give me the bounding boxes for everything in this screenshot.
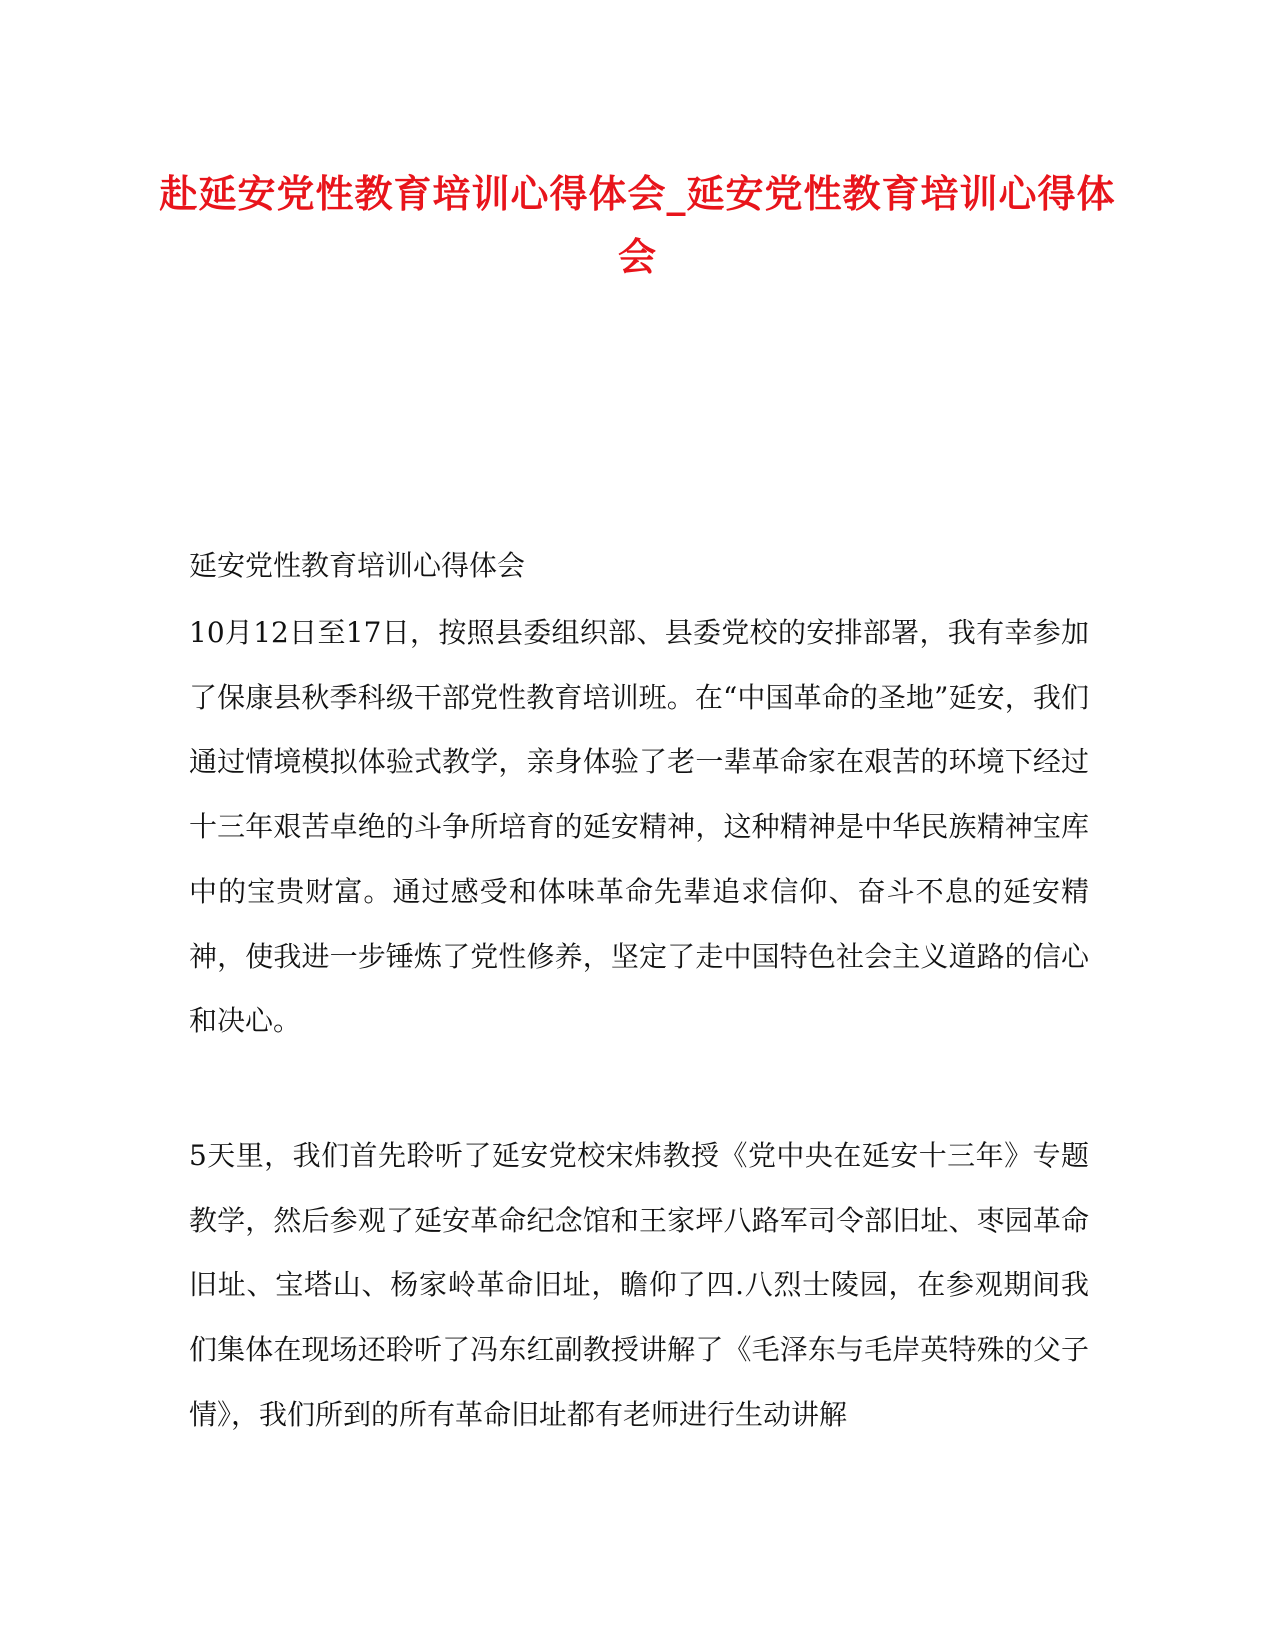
paragraph-1: 10月12日至17日，按照县委组织部、县委党校的安排部署，我有幸参加了保康县秋季科级干部党性教育培训班。在“中国革命的圣地”延安，我们通过情境模拟体验式教学，亲身体验了老一辈革命家在艰苦的环境下经过十三年艰苦卓绝的斗争所培育的延安精神，这种精神是中华民族精神宝库中的宝贵财富。通过感受和体味革命先辈追求信仰、奋斗不息的延安精神，使我进一步锤炼了党性修养，坚定了走中国特色社会主义道路的信心和决心。 [189,616,1089,1038]
paragraph-2: 5天里，我们首先聆听了延安党校宋炜教授《党中央在延安十三年》专题教学，然后参观了延安革命纪念馆和王家坪八路军司令部旧址、枣园革命旧址、宝塔山、杨家岭革命旧址，瞻仰了四.八烈士陵园，在参观期间我们集体在现场还聆听了冯东红副教授讲解了《毛泽东与毛岸英特殊的父子情》，我们所到的所有革命旧址都有老师进行生动讲解 [189,1139,1089,1431]
document-subtitle: 延安党性教育培训心得体会 [189,549,526,582]
paragraph-2-container [189,1124,1089,1448]
paragraph-1-container [189,601,1089,1054]
document-title: 赴延安党性教育培训心得体会_延安党性教育培训心得体会 [159,172,1116,279]
